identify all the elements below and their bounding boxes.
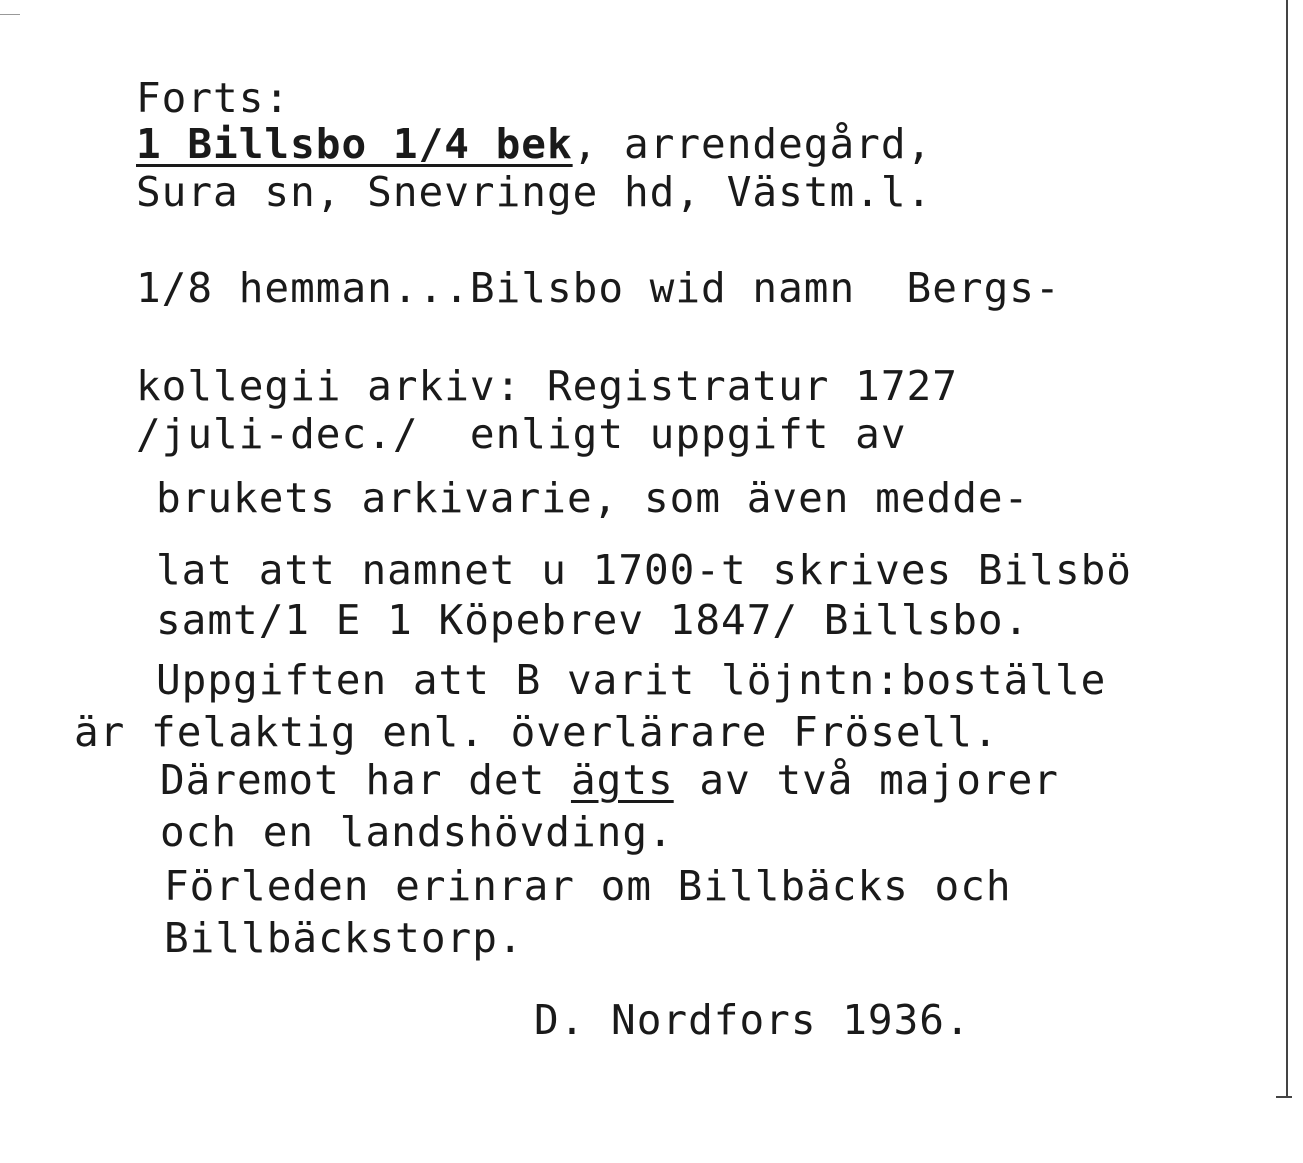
line-juli-dec: /juli-dec./ enligt uppgift av	[136, 410, 907, 458]
line-daremot-end: av två majorer	[673, 756, 1059, 804]
card-edge-right	[1286, 0, 1288, 1098]
line-billbackstorp: Billbäckstorp.	[164, 914, 524, 962]
line-lat-att: lat att namnet u 1700-t skrives Bilsbö	[156, 546, 1132, 594]
line-daremot-start: Däremot har det	[160, 756, 571, 804]
line-kollegii: kollegii arkiv: Registratur 1727	[136, 362, 958, 410]
signature-line: D. Nordfors 1936.	[534, 996, 971, 1044]
line-brukets: brukets arkivarie, som även medde-	[156, 474, 1030, 522]
line-billsbo-rest: , arrendegård,	[572, 120, 933, 168]
card-edge-bottom	[1276, 1096, 1292, 1098]
line-sura: Sura sn, Snevringe hd, Västm.l.	[136, 168, 933, 216]
line-felaktig: är felaktig enl. överlärare Frösell.	[74, 708, 999, 756]
line-forts: Forts:	[136, 74, 291, 122]
underlined-title: 1 Billsbo 1/4 bek	[136, 120, 573, 168]
card-edge-top	[0, 14, 20, 15]
line-billsbo-title	[136, 120, 933, 168]
line-hemman: 1/8 hemman...Bilsbo wid namn Bergs-	[136, 264, 1061, 312]
line-uppgiften: Uppgiften att B varit löjntn:boställe	[156, 656, 1107, 704]
line-daremot	[160, 756, 1059, 804]
line-och-en: och en landshövding.	[160, 808, 674, 856]
line-samt: samt/1 E 1 Köpebrev 1847/ Billsbo.	[156, 596, 1030, 644]
line-forleden: Förleden erinrar om Billbäcks och	[164, 862, 1012, 910]
underlined-word: ägts	[570, 756, 674, 804]
